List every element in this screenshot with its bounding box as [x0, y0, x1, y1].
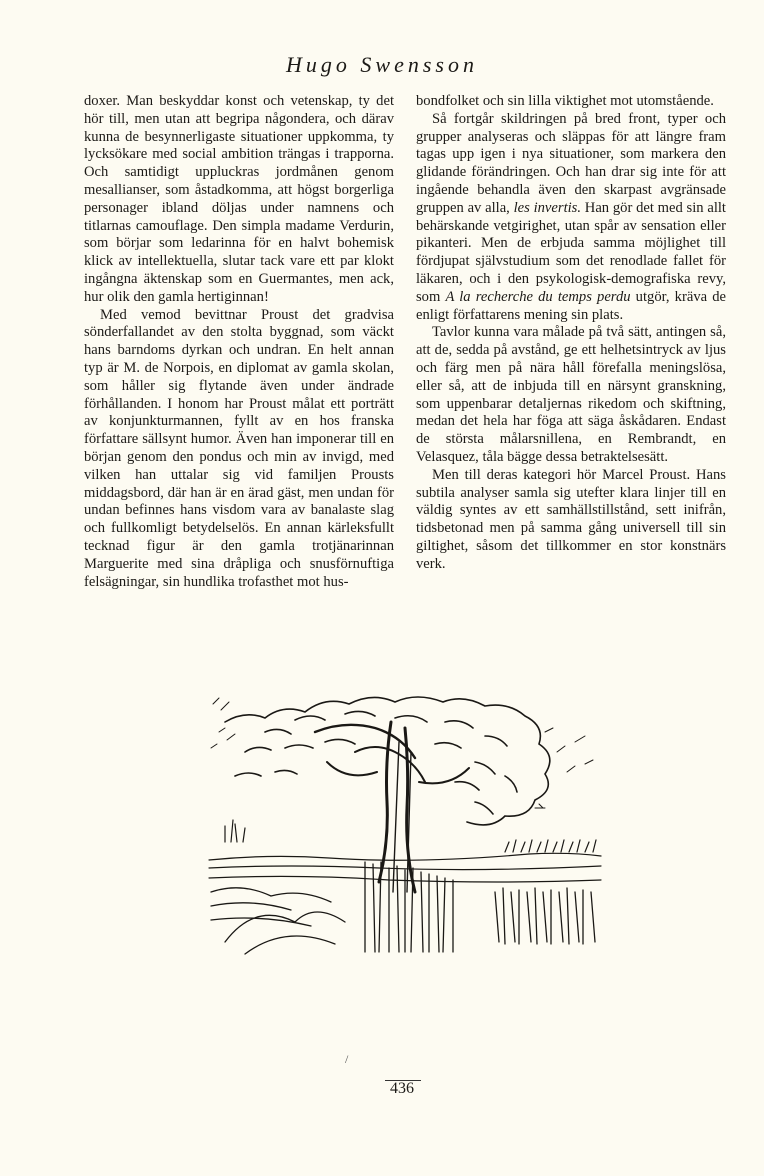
sky-hatching [211, 698, 593, 808]
stray-mark: / [345, 1052, 349, 1066]
paragraph: Tavlor kunna vara målade på två sätt, antingen så, att de, sedda på avstånd, ge ett helhetsintryck av ljus och färg men på nära håll förefalla meningslösa, eller så, att de inbjuda till en närsynt granskning, som uppenbarar detaljernas rikedom och skiftning, medan det hela har föga att säga åskådaren. Endast de största målarsnillena, en Rembrandt, en Velasquez, tåla bägge dessa betraktelsesätt. [416, 324, 726, 465]
paragraph: Med vemod bevittnar Proust det gradvisa sönderfallandet av den stolta byggnad, som väckt hans barndoms dyrkan och undran. En helt annan typ är M. de Norpois, en diplomat av gamla skolan, som håller sig flytande även under ändrade förhållanden. I honom har Proust målat ett porträtt av konjunkturmannen, fyllt av en hos franska författare sällsynt humor. Även han imponerar till en början genom den pondus och min av invigd, med vilken han uttalar sig vid familjen Prousts middagsbord, där han är en ärad gäst, men undan för undan befinnes hans visdom vara av banalaste slag och fullkomligt betydelselös. En annan kärleksfullt tecknad figur är den gamla trotjänarinnan Marguerite med sina dråpliga och snusförnuftiga felsägningar, sin hundlika trofasthet mot hus- [84, 306, 394, 590]
running-title: Hugo Swensson [286, 52, 478, 77]
italic-term: les invertis. [513, 199, 582, 216]
paragraph: Men till deras kategori hör Marcel Proust. Hans subtila analyser samla sig utefter klara linjer till en väldig syntes av ett samhällstillstånd, sett inifrån, tidsbetonad men på samma gång universell till sin giltighet, såsom det tillkommer en stor konstnärs verk. [416, 466, 726, 572]
text-run: Så fortgår skildringen på bred front, typer och grupper analyseras och släppas för att längre fram tagas upp igen i nya situationer, som markera den glidande förändringen. Och han drar sig inte för att ingående behandla även den skarpast avgränsade gruppen av alla, [416, 110, 726, 216]
page-number: 436 [390, 1080, 414, 1097]
paragraph [416, 111, 726, 325]
book-title: A la recherche du temps perdu [445, 288, 631, 305]
paragraph: bondfolket och sin lilla viktighet mot utomstående. [416, 93, 714, 109]
text-run: utgör, kräva de enligt författarens mening sin plats. [416, 288, 726, 323]
text-run: Han gör det med sin allt behärskande vetgirighet, utan spår av sensation eller pikanteri. Men de erbjuda samma möjlighet till fördjupat självstudium som det renodlade fallet för läkaren, och i den psykologisk-demografiska revy, som [416, 199, 726, 305]
left-column [84, 93, 394, 591]
landscape-illustration [205, 692, 605, 974]
right-column [416, 93, 726, 574]
paragraph: doxer. Man beskyddar konst och vetenskap, ty det hör till, men utan att begripa någondera, och därav kunna de besynnerligaste situationer uppkomma, ty lycksökare med social ambition trängas i trapporna. Och samtidigt uppluckras jordmånen genom mesallianser, som åstadkomma, att högst borgerliga personager ibland döljas under namnens och titlarnas camouflage. Den simpla madame Verdurin, som börjar som ledarinna för en halvt bohemisk klick av intellektuella, slutar tack vare ett par klokt ingångna äktenskap som en Guermantes, men ack, hur olik den gamla hertiginnan! [84, 93, 394, 305]
foreground-grass [211, 862, 595, 954]
